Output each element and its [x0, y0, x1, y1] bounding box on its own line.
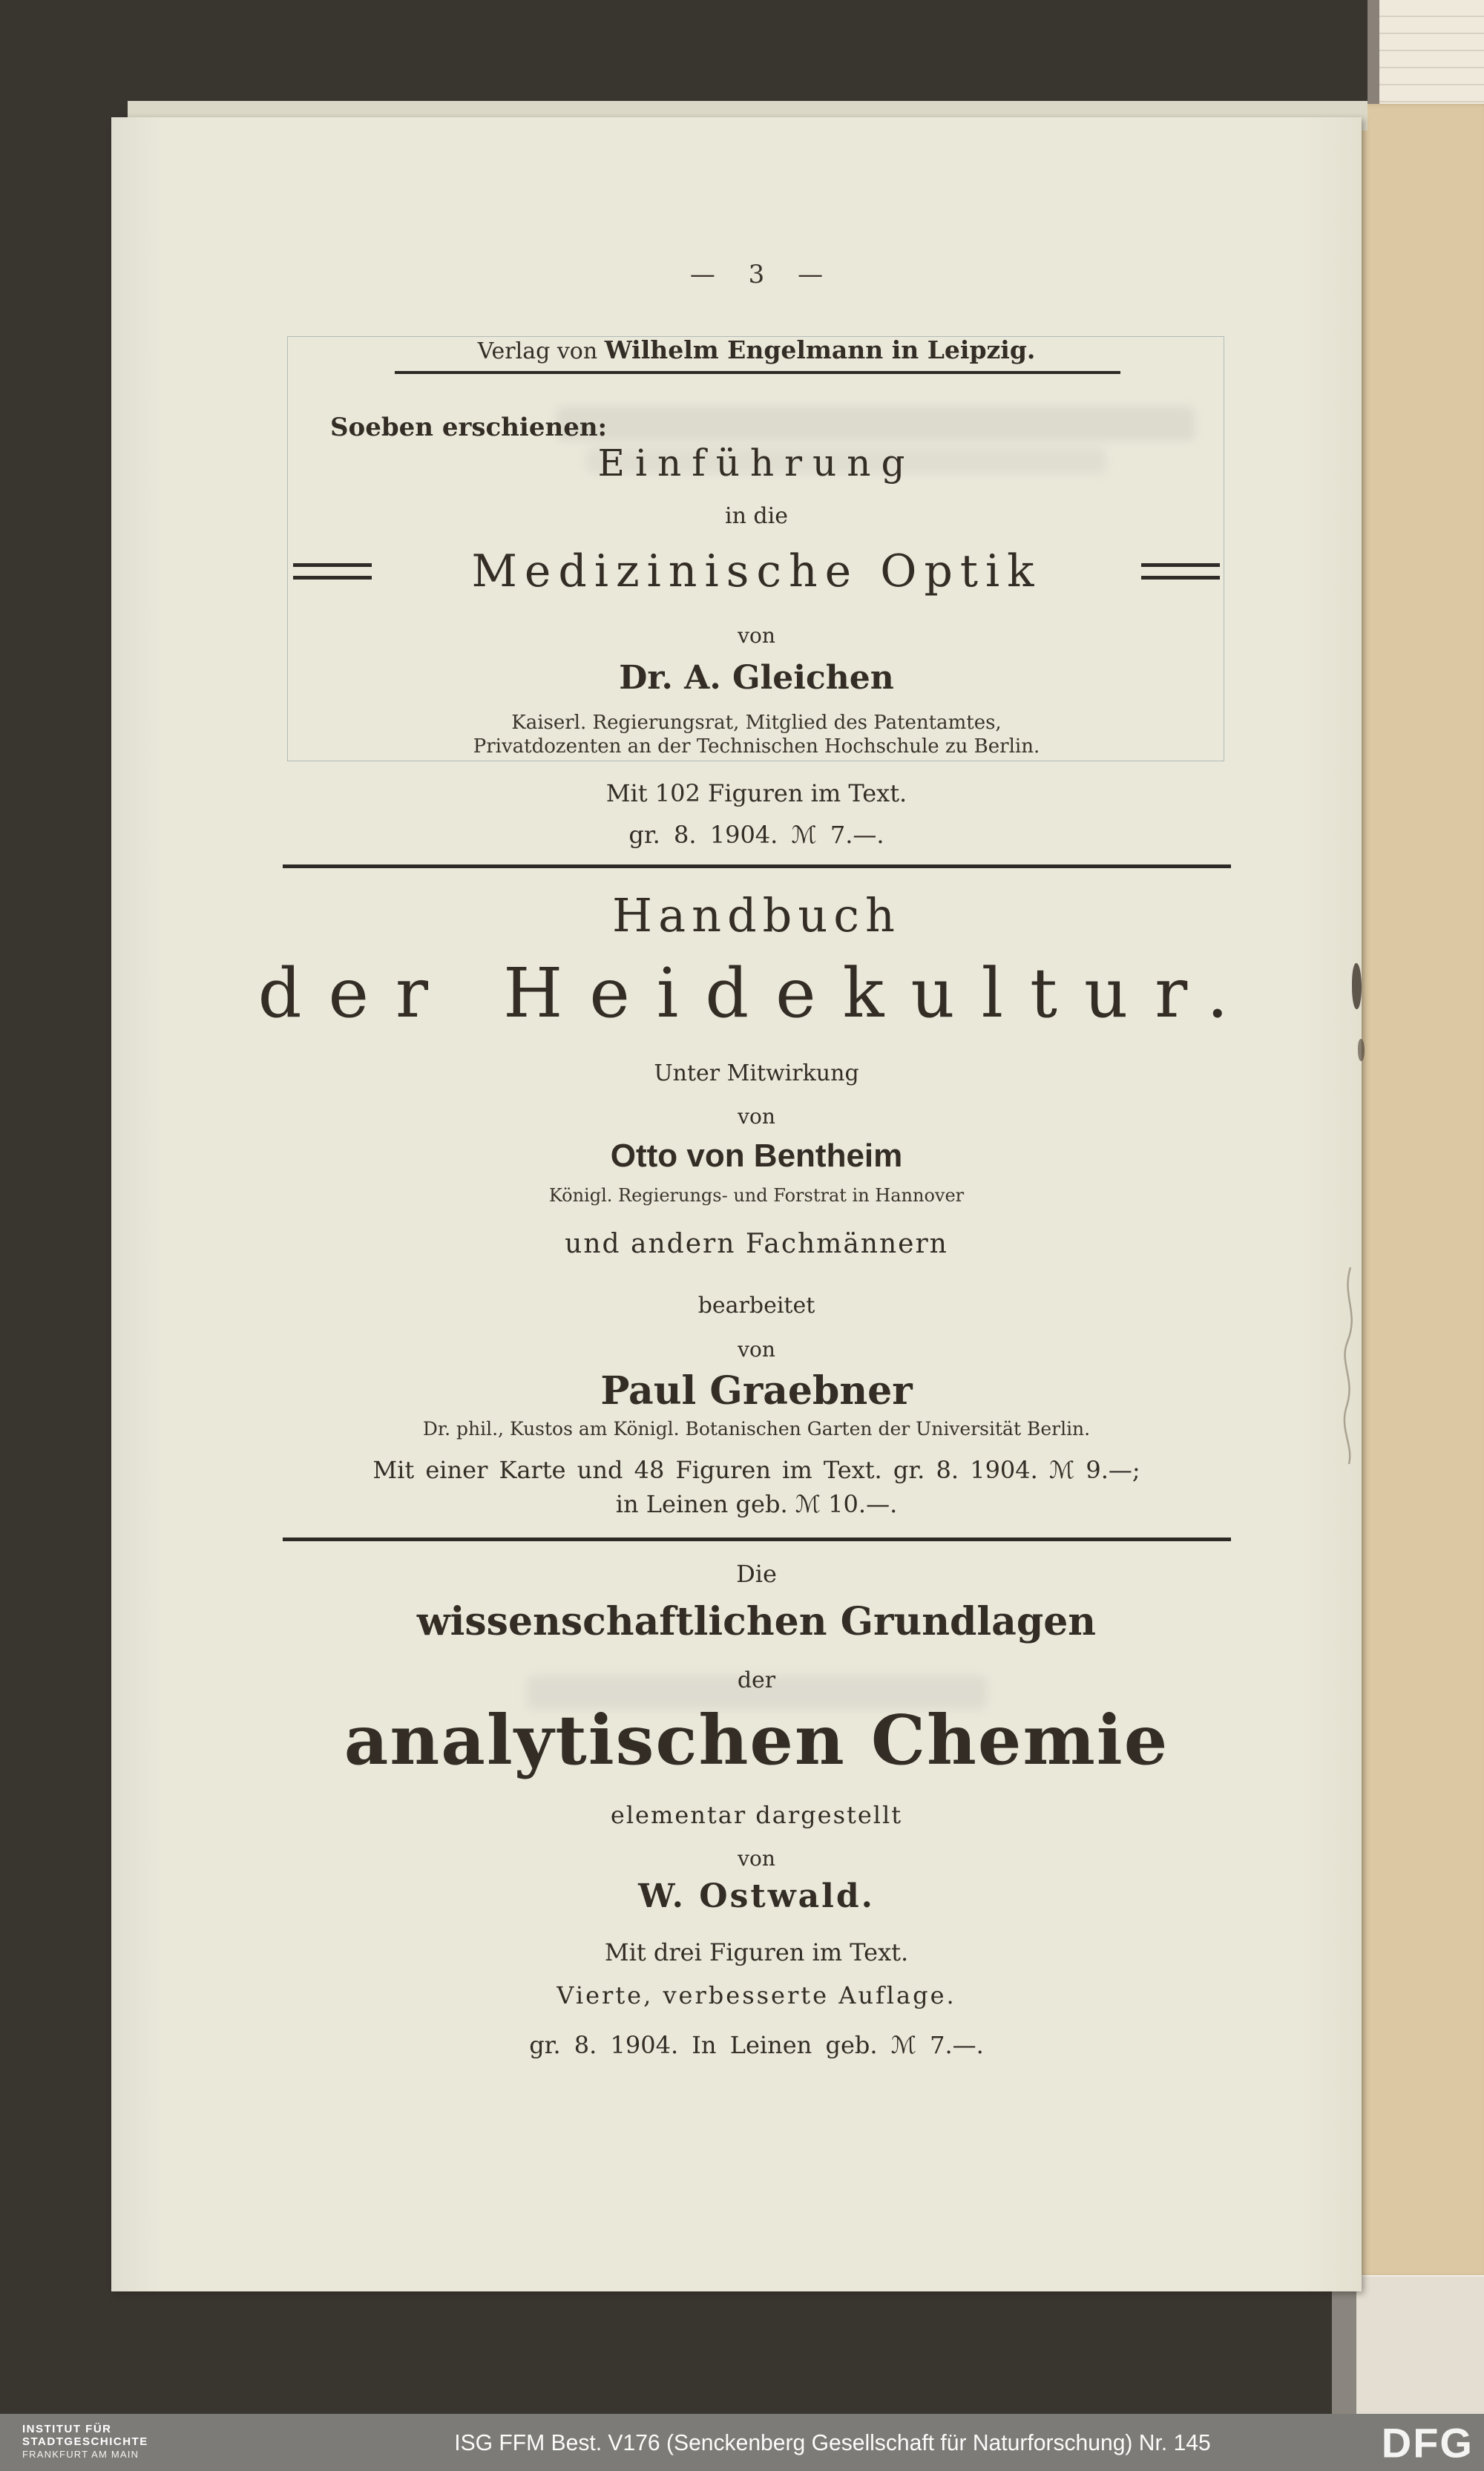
book3-title-line3: der — [737, 1667, 776, 1693]
underlying-page-bottom-right — [1355, 2275, 1484, 2417]
book2-cooperation: Unter Mitwirkung — [654, 1060, 859, 1086]
institution-line2: STADTGESCHICHTE — [22, 2435, 148, 2448]
publisher-header — [287, 336, 1226, 365]
scanned-page — [111, 117, 1362, 2291]
book3-author: W. Ostwald. — [638, 1877, 875, 1915]
double-rule-ornament — [293, 563, 372, 580]
book1-price: gr. 8. 1904. ℳ 7.—. — [628, 821, 884, 849]
book2-others: und andern Fachmännern — [565, 1229, 948, 1259]
publisher-prefix: Verlag von — [477, 338, 605, 364]
book3-edition: Vierte, verbesserte Auflage. — [556, 1981, 956, 2009]
publisher-underline — [395, 371, 1120, 374]
handwriting-mark — [1328, 1260, 1365, 1468]
page-number: — 3 — — [689, 260, 824, 289]
book1-author: Dr. A. Gleichen — [619, 659, 894, 697]
book3-figures: Mit drei Figuren im Text. — [604, 1938, 909, 1966]
book1-von: von — [738, 623, 775, 648]
book2-price-line1: Mit einer Karte und 48 Figuren im Text. gr. 8. 1904. ℳ 9.—; — [372, 1456, 1140, 1484]
book3-price: gr. 8. 1904. In Leinen geb. ℳ 7.—. — [529, 2031, 984, 2059]
ink-blot — [1352, 963, 1362, 1009]
book1-title-line3: Medizinische Optik — [471, 545, 1042, 597]
footer-bar — [0, 2414, 1484, 2471]
book3-title-line4: analytischen Chemie — [344, 1700, 1169, 1780]
ink-blot — [1358, 1039, 1365, 1061]
book2-author: Paul Graebner — [600, 1368, 913, 1414]
archive-reference: ISG FFM Best. V176 (Senckenberg Gesellschaft für Naturforschung) Nr. 145 — [454, 2429, 1211, 2455]
institution-line1: INSTITUT FÜR — [22, 2423, 112, 2435]
book2-title-line2: der Heidekultur. — [257, 954, 1255, 1033]
paper-corner-top-right — [1379, 0, 1484, 109]
book1-author-desc2: Privatdozenten an der Technischen Hochschule zu Berlin. — [473, 735, 1040, 758]
advert-column — [257, 335, 1255, 2117]
book2-contributor-desc: Königl. Regierungs- und Forstrat in Hannover — [548, 1185, 965, 1206]
book2-edited: bearbeitet — [697, 1293, 815, 1319]
book3-title-line1: Die — [736, 1560, 777, 1588]
publisher-name: Wilhelm Engelmann in Leipzig. — [604, 335, 1036, 364]
book1-title-line2: in die — [724, 503, 788, 529]
book2-author-desc: Dr. phil., Kustos am Königl. Botanischen Garten der Universität Berlin. — [422, 1418, 1091, 1440]
book1-author-desc1: Kaiserl. Regierungsrat, Mitglied des Patentamtes, — [511, 712, 1002, 734]
section-rule — [283, 864, 1231, 868]
book1-title-line1: Einführung — [597, 442, 916, 485]
dfg-logo: DFG — [1381, 2419, 1474, 2466]
just-published-label: Soeben erschienen: — [330, 413, 608, 442]
institution-logo — [22, 2423, 148, 2461]
book3-subtitle: elementar dargestellt — [610, 1801, 903, 1829]
book3-title-line2: wissenschaftlichen Grundlagen — [416, 1599, 1097, 1644]
book3-von: von — [738, 1846, 775, 1871]
book2-contributor: Otto von Bentheim — [610, 1138, 903, 1174]
book1-figures: Mit 102 Figuren im Text. — [605, 779, 907, 807]
book2-title-line1: Handbuch — [612, 888, 901, 942]
book2-von1: von — [738, 1104, 775, 1129]
book2-von2: von — [738, 1337, 775, 1362]
double-rule-ornament — [1141, 563, 1220, 580]
section-rule — [283, 1538, 1231, 1541]
book1-title-line3-row — [287, 545, 1226, 597]
book-spine-edge-bottom — [1332, 2289, 1356, 2415]
institution-line3: FRANKFURT AM MAIN — [22, 2449, 139, 2460]
book2-price-line2: in Leinen geb. ℳ 10.—. — [615, 1490, 898, 1518]
